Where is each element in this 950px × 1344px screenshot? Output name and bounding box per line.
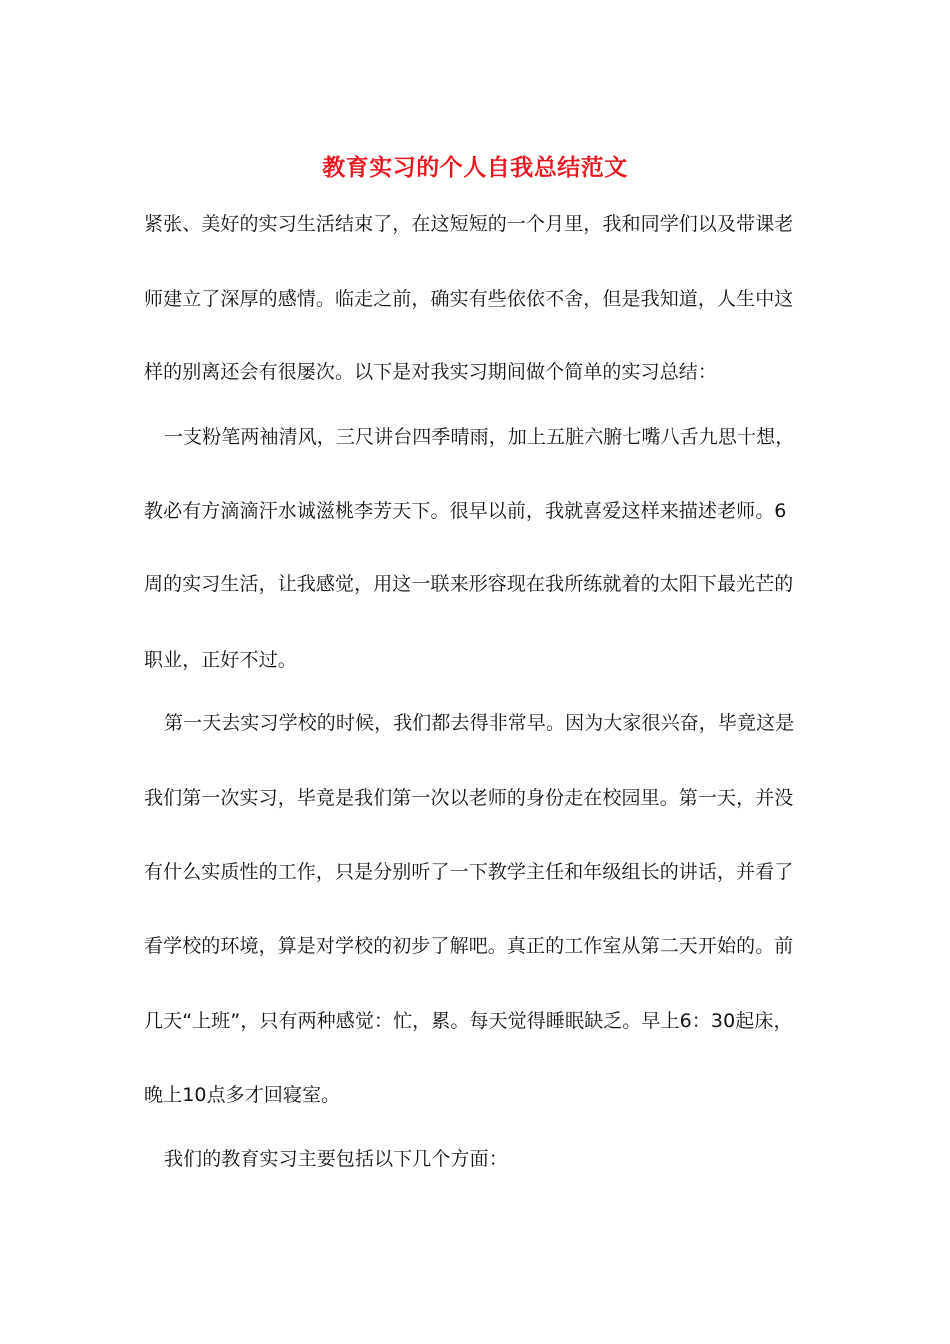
paragraph-line: 我们的教育实习主要包括以下几个方面： <box>164 1148 508 1170</box>
paragraph-line: 师建立了深厚的感情。临走之前，确实有些依依不舍，但是我知道，人生中这 <box>144 288 794 310</box>
paragraph-line: 职业，正好不过。 <box>144 649 297 671</box>
document-title: 教育实习的个人自我总结范文 <box>322 154 628 181</box>
paragraph-line: 我们第一次实习，毕竟是我们第一次以老师的身份走在校园里。第一天，并没 <box>144 787 794 809</box>
paragraph-line: 教必有方滴滴汗水诚滋桃李芳天下。很早以前，我就喜爱这样来描述老师。6 <box>144 500 787 522</box>
paragraph-line: 晚上10点多才回寝室。 <box>144 1084 341 1106</box>
paragraph-line: 一支粉笔两袖清风，三尺讲台四季晴雨，加上五脏六腑七嘴八舌九思十想， <box>164 426 795 448</box>
paragraph-line: 紧张、美好的实习生活结束了，在这短短的一个月里，我和同学们以及带课老 <box>144 213 794 235</box>
paragraph-line: 样的别离还会有很屡次。以下是对我实习期间做个简单的实习总结： <box>144 361 718 383</box>
paragraph-line: 周的实习生活，让我感觉，用这一联来形容现在我所练就着的太阳下最光芒的 <box>144 573 794 595</box>
paragraph-line: 有什么实质性的工作，只是分别听了一下教学主任和年级组长的讲话，并看了 <box>144 861 794 883</box>
paragraph-line: 第一天去实习学校的时候，我们都去得非常早。因为大家很兴奋，毕竟这是 <box>164 712 795 734</box>
paragraph-line: 看学校的环境，算是对学校的初步了解吧。真正的工作室从第二天开始的。前 <box>144 935 794 957</box>
paragraph-line: 几天“上班”，只有两种感觉：忙，累。每天觉得睡眠缺乏。早上6：30起床， <box>144 1010 793 1032</box>
